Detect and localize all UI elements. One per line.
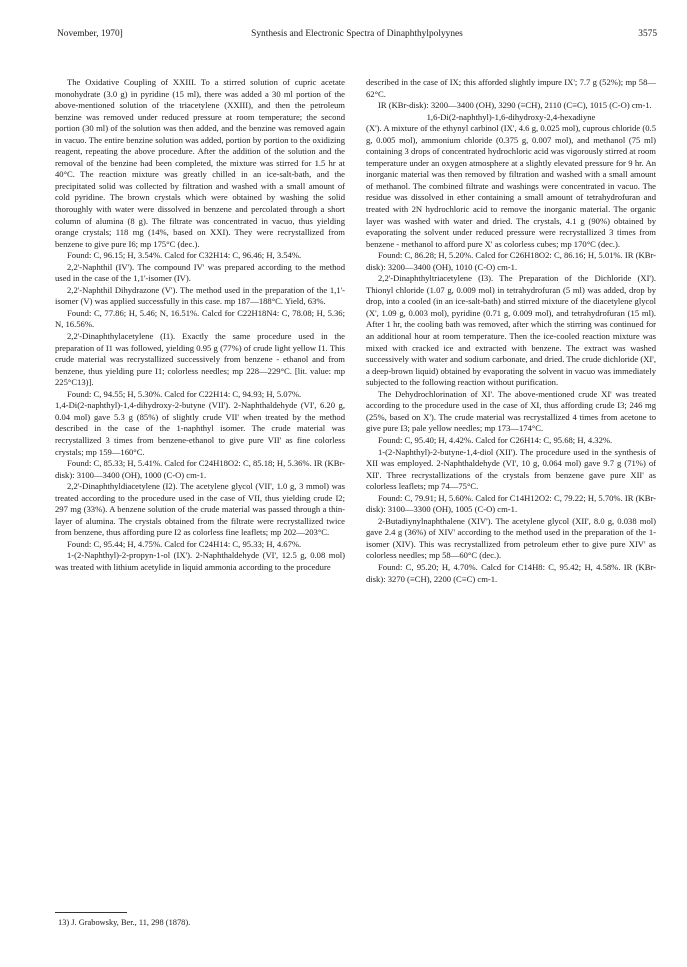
- header-date: November, 1970]: [57, 29, 123, 39]
- paragraph: 2,2'-Dinaphthylacetylene (I1). Exactly the same procedure used in the preparation of I1 was followed, yielding 0.95 g (77%) of crude light yellow I1. This crude material was recrystallized successively from benzene - ethanol and from benzene, thus yielding pure I1; colorless needles; mp 228—229°C. [lit. value: mp 225°C13)].: [55, 331, 345, 388]
- section-heading: 1,6-Di(2-naphthyl)-1,6-dihydroxy-2,4-hexadiyne: [426, 111, 596, 122]
- paragraph: The Dehydrochlorination of XI'. The above-mentioned crude XI' was treated according to the procedure used in the case of XI, thus affording crude I3; 246 mg (25%, based on X'). The crude material was recrystallized 4 times from acetone to give pure I3; pale yellow needles; mp 173—174°C.: [366, 388, 656, 434]
- paragraph: 2,2'-Dinaphthyldiacetylene (I2). The acetylene glycol (VII', 1.0 g, 3 mmol) was treated according to the procedure used in the case of VII, thus yielding crude I2; 297 mg (33%). A benzene solution of the crude material was passed through a thin-layer of alumina. The crystals obtained from the filtrate were recrystallized twice from benzene, thus affording pure I2 as colorless fine leaflets; mp 202—203°C.: [55, 481, 345, 538]
- paragraph: 1-(2-Naphthyl)-2-butyne-1,4-diol (XII'). The procedure used in the synthesis of XII was employed. 2-Naphthaldehyde (VI', 10 g, 0.064 mol) gave 9.7 g (71%) of XII'. Three recrystallizations of the crystals from benzene gave pure XII' as colorless leaflets; mp 74—75°C.: [366, 446, 656, 492]
- paragraph: 2,2'-Dinaphthyltriacetylene (I3). The Preparation of the Dichloride (XI'). Thionyl chloride (1.07 g, 0.009 mol) in tetrahydrofuran (5 ml) was added, drop by drop, into a cooled (in an ice-salt-bath) and stirred mixture of the diacetylene glycol (X', 1.09 g, 0.003 mol), pyridine (0.71 g, 0.009 mol), and tetrahydrofuran (15 ml). After 1 hr, the cooling bath was removed, after which the stirring was continued for an additional hour at room temperature. Then the ice-cooled reaction mixture was mixed with cracked ice and extracted with benzene. The extract was washed successively with water and sodium carbonate, and dried. The crude dichloride (XI', a deep-brown liquid) obtained by evaporating the solvent in vacuo was immediately subjected to the following reaction without purification.: [366, 273, 656, 388]
- paragraph: described in the case of IX; this afforded slightly impure IX'; 7.7 g (52%); mp 58—62°C.: [366, 77, 656, 99]
- paragraph: 1-(2-Naphthyl)-2-propyn-1-ol (IX'). 2-Naphthaldehyde (VI', 12.5 g, 0.08 mol) was treated with lithium acetylide in liquid ammonia according to the procedure: [55, 550, 345, 572]
- running-header: [57, 27, 657, 41]
- header-title: Synthesis and Electronic Spectra of Dinaphthylpolyynes: [251, 29, 463, 39]
- paragraph: Found: C, 85.33; H, 5.41%. Calcd for C24H18O2: C, 85.18; H, 5.36%. IR (KBr-disk): 3100—3400 (OH), 1000 (C-O) cm-1.: [55, 458, 345, 480]
- paragraph: 2-Butadiynylnaphthalene (XIV'). The acetylene glycol (XII', 8.0 g, 0.038 mol) gave 2.4 g (36%) of XIV' according to the method used in the preparation of the 1-isomer (XIV). This was recrystallized from petroleum ether to give pure XIV' as colorless needles; mp 58—60°C (dec.).: [366, 515, 656, 561]
- paragraph: 2,2'-Naphthil (IV'). The compound IV' was prepared according to the method used in the case of the 1,1'-isomer (IV).: [55, 261, 345, 284]
- paragraph: Found: C, 79.91; H, 5.60%. Calcd for C14H12O2: C, 79.22; H, 5.70%. IR (KBr-disk): 3100—3300 (OH), 1005 (C-O) cm-1.: [366, 492, 656, 515]
- paragraph: Found: C, 94.55; H, 5.30%. Calcd for C22H14: C, 94.93; H, 5.07%.: [67, 388, 302, 399]
- paragraph: 1,4-Di(2-naphthyl)-1,4-dihydroxy-2-butyne (VII'). 2-Naphthaldehyde (VI', 6.20 g, 0.04 mol) gave 5.3 g (85%) of slightly crude VII' when treated by the method described in the case of the 1-naphthyl isomer. The crude material was recrystallized 3 times from benzene-ethanol to give pure VII' as fine colorless crystals; mp 159—160°C.: [55, 400, 345, 457]
- paragraph: Found: C, 96.15; H, 3.54%. Calcd for C32H14: C, 96.46; H, 3.54%.: [67, 250, 302, 261]
- right-column: [366, 77, 656, 585]
- left-column: [55, 77, 345, 574]
- paragraph: 2,2'-Naphthil Dihydrazone (V'). The method used in the preparation of the 1,1'-isomer (V) was applied successfully in this case. mp 187—188°C. Yield, 63%.: [55, 284, 345, 307]
- paragraph: Found: C, 86.28; H, 5.20%. Calcd for C26H18O2: C, 86.16; H, 5.01%. IR (KBr-disk): 3200—3400 (OH), 1010 (C-O) cm-1.: [366, 250, 656, 272]
- footnote: 13) J. Grabowsky, Ber., 11, 298 (1878).: [58, 918, 191, 927]
- paragraph: Found: C, 77.86; H, 5.46; N, 16.51%. Calcd for C22H18N4: C, 78.08; H, 5.36; N, 16.56%.: [55, 307, 345, 330]
- header-page-number: 3575: [638, 29, 657, 39]
- paragraph: IR (KBr-disk): 3200—3400 (OH), 3290 (≡CH), 2110 (C≡C), 1015 (C-O) cm-1.: [378, 100, 652, 111]
- paragraph: Found: C, 95.44; H, 4.75%. Calcd for C24H14: C, 95.33; H, 4.67%.: [67, 538, 302, 549]
- footnote-divider: [55, 912, 127, 913]
- paragraph: (X'). A mixture of the ethynyl carbinol (IX', 4.6 g, 0.025 mol), cuprous chloride (0.5 g, 0.005 mol), ammonium chloride (0.375 g, 0.007 mol), and methanol (75 ml) containing 3 drops of concentrated hydrochloric acid was vigorously stirred at room temperature under an oxygen atmosphere at a slightly elevated pressure for 9 hr. An inorganic material was then removed by filtration and washed with a small amount of methanol. The combined filtrate and washings were concentrated in vacuo. The residue was dissolved in ether containing a small amount of tetrahydrofuran and treated with 2N hydrochloric acid to remove the inorganic material. The organic layer was washed with water and dried. The crystals, 4.1 g (90%) obtained by evaporating the solvent under reduced pressure were recrystallized 3 times from benzene - methanol to afford pure X' as colorless cubes; mp 170°C (dec.).: [366, 123, 656, 249]
- paragraph: Found: C, 95.20; H, 4.70%. Calcd for C14H8: C, 95.42; H, 4.58%. IR (KBr-disk): 3270 (≡CH), 2200 (C≡C) cm-1.: [366, 561, 656, 584]
- paragraph: The Oxidative Coupling of XXIII. To a stirred solution of cupric acetate monohydrate (3.0 g) in pyridine (15 ml), there was added a 30 ml portion of the above-mentioned solution of the triacetylene (XXIII), and then the petroleum benzine was removed under reduced pressure at room temperature; the second portion (30 ml) of the solution was then added, and the benzine was removed again in vacuo. The entire benzine solution was added, portion by portion to the oxidizing reagent, repeating the above procedure. After the addition of the solution and the removal of the benzine had been completed, the mixture was stirred for 1.5 hr at 40°C. The reaction mixture was greatly chilled in an ice-salt-bath, and the precipitated solid was collected by filtration and washed with a small amount of cold pyridine. The brown crystals which were obtained by washing the solid thoroughly with water were dissolved in benzene and percolated through a short column of alumina (8 g). The filtrate was concentrated in vacuo, thus yielding orange crystals; 118 mg (14%, based on XXI). They were recrystallized from benzene to give pure I6; mp 175°C (dec.).: [55, 77, 345, 249]
- paragraph: Found: C, 95.40; H, 4.42%. Calcd for C26H14: C, 95.68; H, 4.32%.: [378, 434, 613, 445]
